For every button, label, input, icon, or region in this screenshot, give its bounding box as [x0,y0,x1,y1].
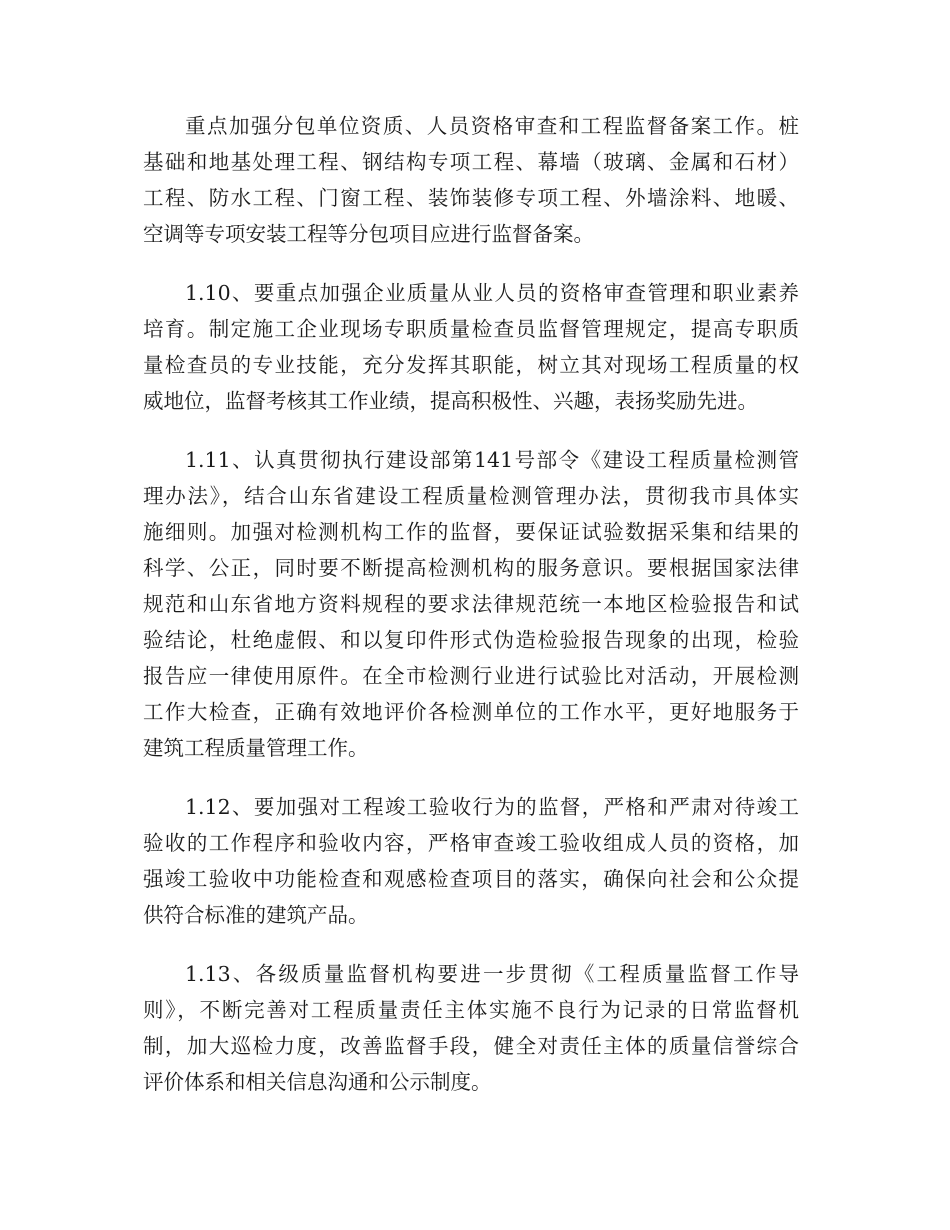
paragraph-1-11 [143,442,799,766]
text-line: 1.13、各级质量监督机构要进一步贯彻《工程质量监督工作导 [185,962,799,986]
text-line: 制，加大巡检力度，改善监督手段，健全对责任主体的质量信誉综合 [143,1034,799,1058]
text-line: 基础和地基处理工程、钢结构专项工程、幕墙（玻璃、金属和石材） [143,150,799,174]
text-line: 评价体系和相关信息沟通和公示制度。 [143,1070,492,1094]
text-line: 培育。制定施工企业现场专职质量检查员监督管理规定，提高专职质 [143,317,799,341]
text-line: 威地位，监督考核其工作业绩，提高积极性、兴趣，表扬奖励先进。 [143,389,758,413]
paragraph-1-12 [143,789,799,933]
paragraph-1-10 [143,275,799,419]
text-line: 1.10、要重点加强企业质量从业人员的资格审查管理和职业素养 [185,281,799,305]
text-line: 工程、防水工程、门窗工程、装饰装修专项工程、外墙涂料、地暖、 [143,186,799,210]
text-line: 量检查员的专业技能，充分发挥其职能，树立其对现场工程质量的权 [143,353,799,377]
text-line: 工作大检查，正确有效地评价各检测单位的工作水平，更好地服务于 [143,700,799,724]
text-line: 理办法》，结合山东省建设工程质量检测管理办法，贯彻我市具体实 [143,484,799,508]
text-line: 供符合标准的建筑产品。 [143,903,369,927]
paragraph-subcontract-filing [143,108,799,252]
text-line: 验结论，杜绝虚假、和以复印件形式伪造检验报告现象的出现，检验 [143,628,799,652]
text-line: 验收的工作程序和验收内容，严格审查竣工验收组成人员的资格，加 [143,831,799,855]
text-line: 施细则。加强对检测机构工作的监督，要保证试验数据采集和结果的 [143,520,799,544]
text-line: 1.12、要加强对工程竣工验收行为的监督，严格和严肃对待竣工 [185,795,799,819]
text-line: 建筑工程质量管理工作。 [143,736,369,760]
text-line: 1.11、认真贯彻执行建设部第141号部令《建设工程质量检测管 [185,448,799,472]
text-line: 空调等专项安装工程等分包项目应进行监督备案。 [143,222,594,246]
document-body [143,108,799,1123]
text-line: 强竣工验收中功能检查和观感检查项目的落实，确保向社会和公众提 [143,867,799,891]
paragraph-1-13 [143,956,799,1100]
text-line: 重点加强分包单位资质、人员资格审查和工程监督备案工作。桩 [185,114,799,138]
text-line: 规范和山东省地方资料规程的要求法律规范统一本地区检验报告和试 [143,592,799,616]
text-line: 报告应一律使用原件。在全市检测行业进行试验比对活动，开展检测 [143,664,799,688]
text-line: 则》，不断完善对工程质量责任主体实施不良行为记录的日常监督机 [143,998,799,1022]
text-line: 科学、公正，同时要不断提高检测机构的服务意识。要根据国家法律 [143,556,799,580]
